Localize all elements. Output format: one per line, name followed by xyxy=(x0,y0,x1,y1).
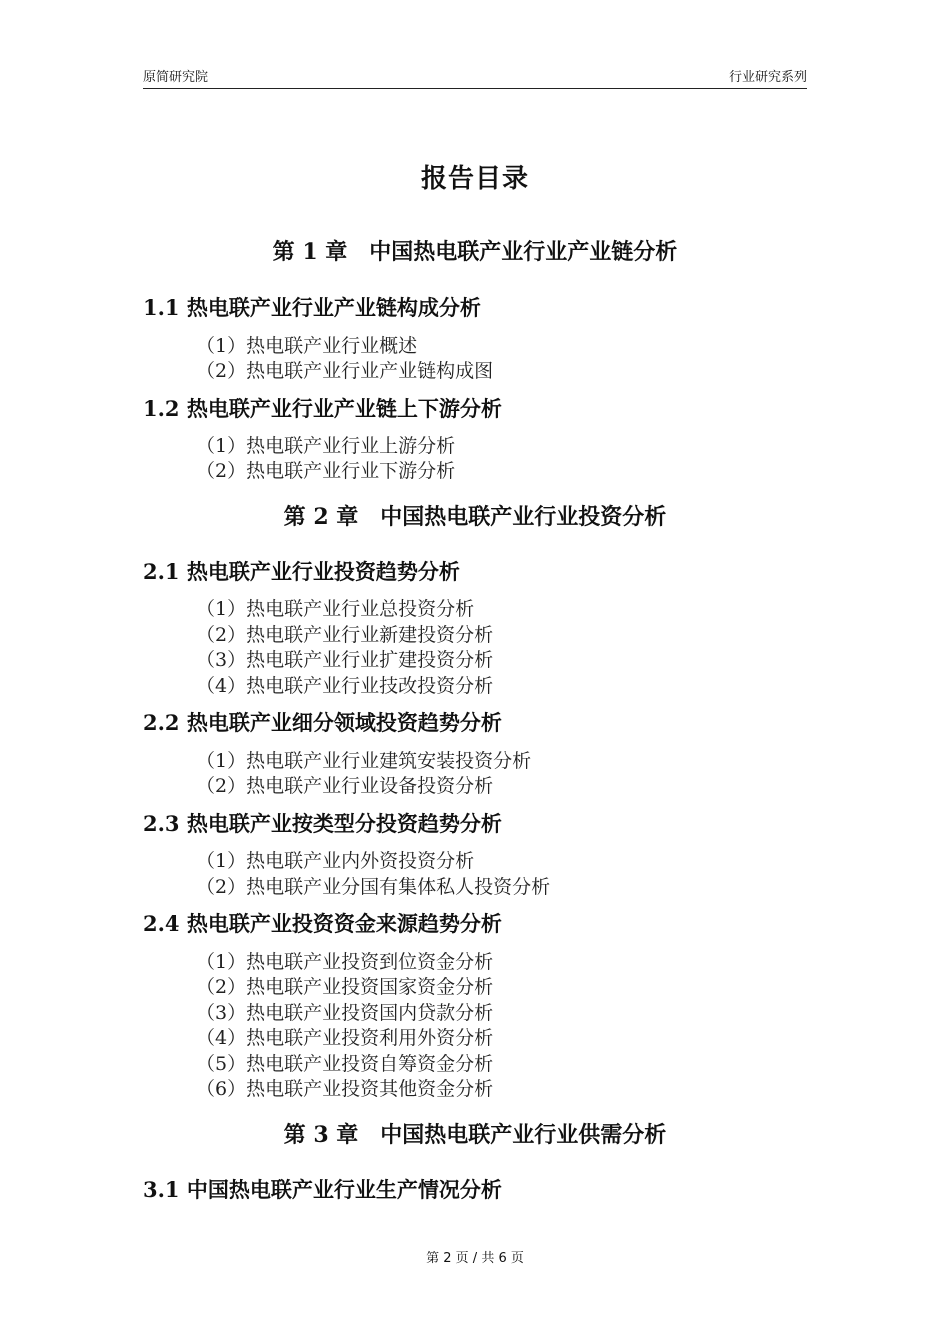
toc-item: （1）热电联产业内外资投资分析 xyxy=(196,850,475,872)
chapter-2-heading: 第 2 章 中国热电联产业行业投资分析 xyxy=(283,504,667,530)
header-series: 行业研究系列 xyxy=(728,70,807,85)
toc-item: （1）热电联产业行业上游分析 xyxy=(196,435,456,457)
toc-item: （3）热电联产业行业扩建投资分析 xyxy=(196,649,494,671)
toc-item: （2）热电联产业行业产业链构成图 xyxy=(196,360,494,382)
toc-item: （2）热电联产业投资国家资金分析 xyxy=(196,976,494,998)
toc-item: （2）热电联产业行业下游分析 xyxy=(196,460,456,482)
section-2-4-heading: 2.4 热电联产业投资资金来源趋势分析 xyxy=(143,911,502,936)
toc-item: （1）热电联产业行业建筑安装投资分析 xyxy=(196,750,532,772)
section-2-2-heading: 2.2 热电联产业细分领域投资趋势分析 xyxy=(143,710,502,735)
chapter-1-heading: 第 1 章 中国热电联产业行业产业链分析 xyxy=(272,239,678,265)
section-3-1-heading: 3.1 中国热电联产业行业生产情况分析 xyxy=(143,1177,502,1202)
toc-item: （6）热电联产业投资其他资金分析 xyxy=(196,1078,494,1100)
toc-item: （1）热电联产业行业概述 xyxy=(196,335,418,357)
section-1-1-heading: 1.1 热电联产业行业产业链构成分析 xyxy=(143,295,481,320)
page-header xyxy=(143,66,807,89)
header-org: 原简研究院 xyxy=(143,70,209,85)
section-2-1-heading: 2.1 热电联产业行业投资趋势分析 xyxy=(143,559,460,584)
page-footer: 第 2 页 / 共 6 页 xyxy=(426,1251,524,1266)
toc-item: （3）热电联产业投资国内贷款分析 xyxy=(196,1002,494,1024)
toc-item: （2）热电联产业行业新建投资分析 xyxy=(196,624,494,646)
toc-item: （4）热电联产业投资利用外资分析 xyxy=(196,1027,494,1049)
chapter-3-heading: 第 3 章 中国热电联产业行业供需分析 xyxy=(283,1122,667,1148)
toc-item: （1）热电联产业行业总投资分析 xyxy=(196,598,475,620)
toc-item: （4）热电联产业行业技改投资分析 xyxy=(196,675,494,697)
toc-item: （2）热电联产业分国有集体私人投资分析 xyxy=(196,876,551,898)
section-2-3-heading: 2.3 热电联产业按类型分投资趋势分析 xyxy=(143,811,502,836)
toc-item: （1）热电联产业投资到位资金分析 xyxy=(196,951,494,973)
toc-item: （2）热电联产业行业设备投资分析 xyxy=(196,775,494,797)
page-title: 报告目录 xyxy=(420,164,529,194)
toc-item: （5）热电联产业投资自筹资金分析 xyxy=(196,1053,494,1075)
section-1-2-heading: 1.2 热电联产业行业产业链上下游分析 xyxy=(143,396,502,421)
